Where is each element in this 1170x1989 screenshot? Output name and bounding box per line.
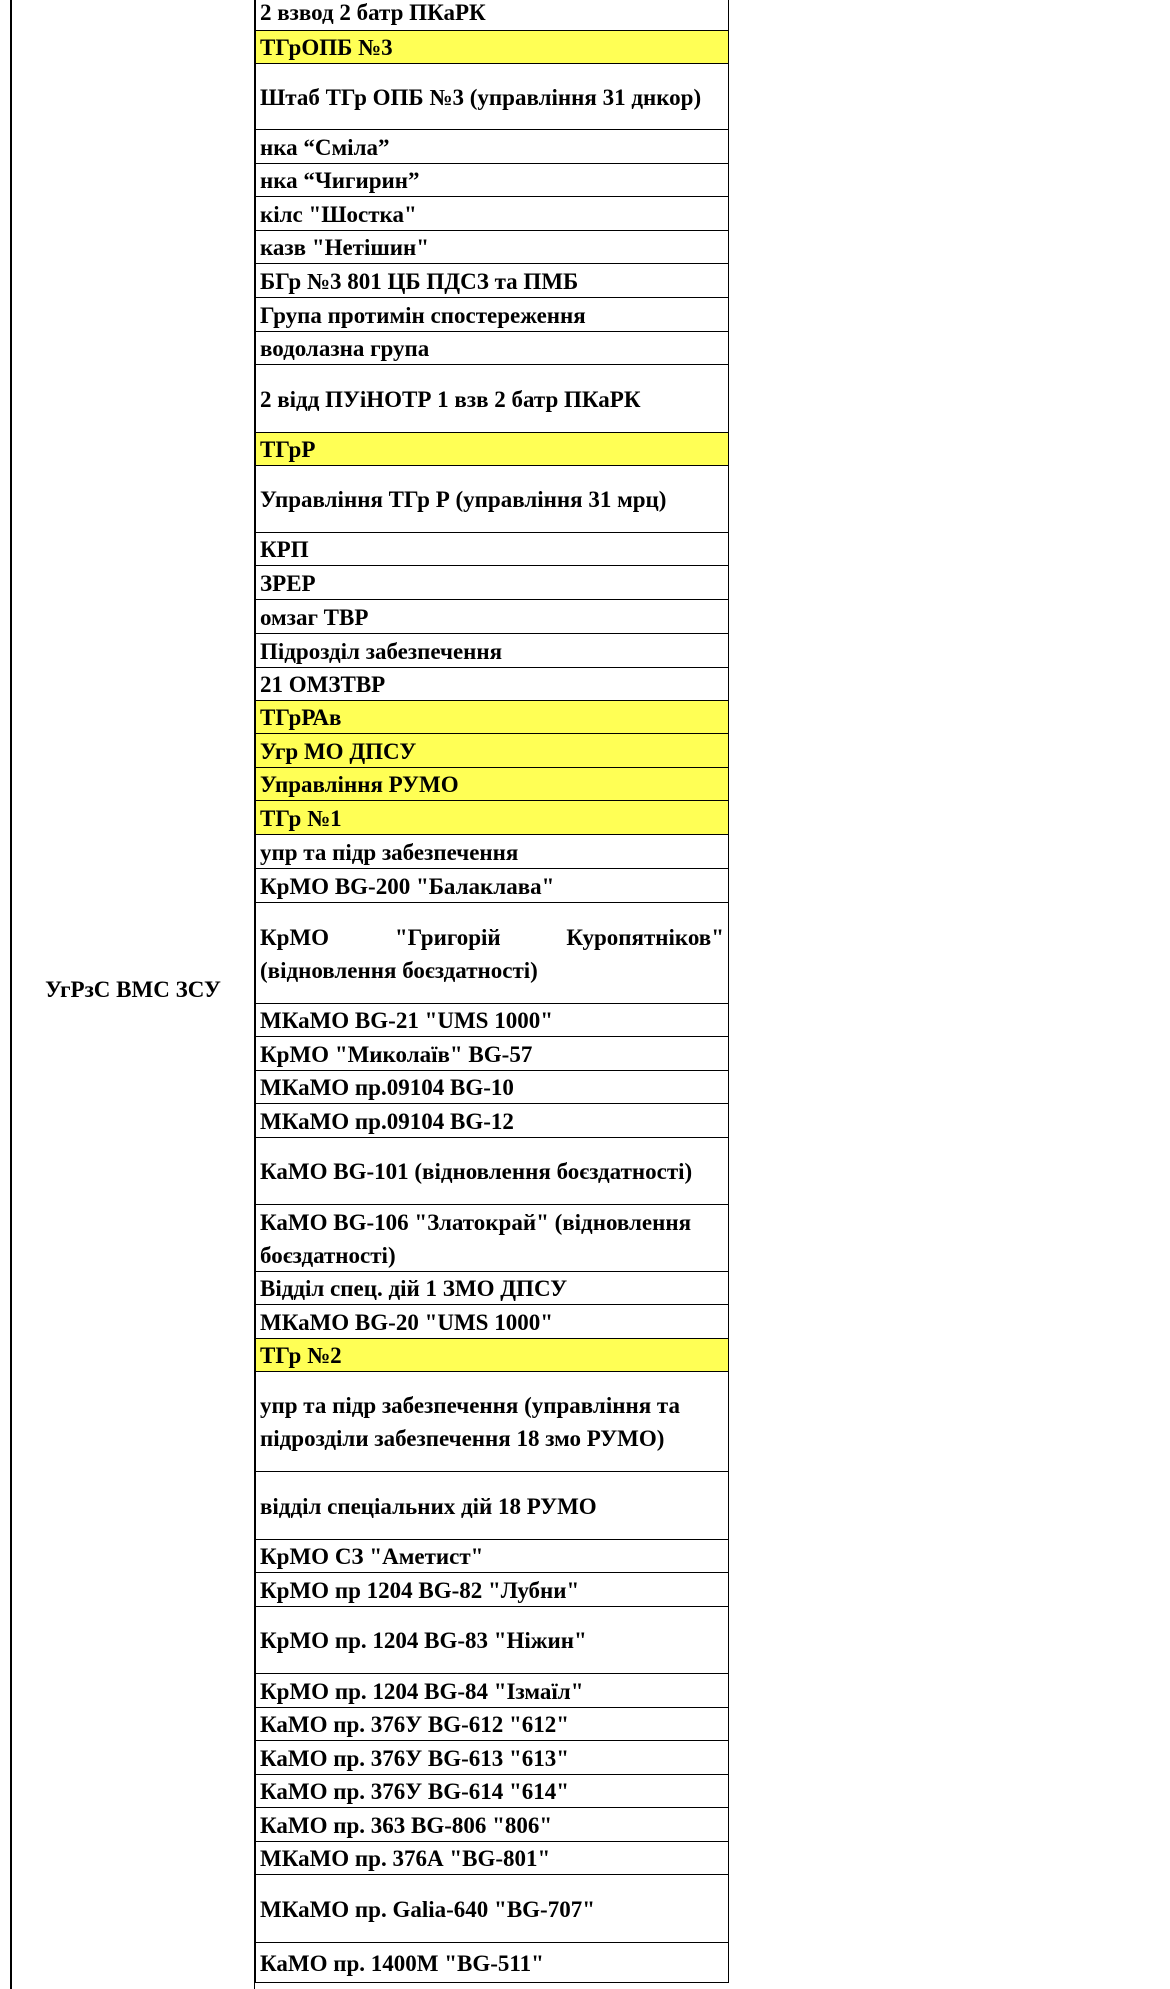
cell-text: КаМО пр. 376У BG-612 "612" [260, 1712, 570, 1737]
table-row[interactable] [255, 365, 729, 433]
group-header-row[interactable] [255, 433, 729, 466]
table-row[interactable] [255, 1741, 729, 1775]
table-row[interactable] [255, 1943, 729, 1983]
table-row[interactable] [255, 197, 729, 231]
table-row[interactable] [255, 1138, 729, 1205]
cell-text: Управління ТГр Р (управління 31 мрц) [260, 487, 667, 512]
table-row[interactable] [255, 1272, 729, 1305]
cell-text: упр та підр забезпечення [260, 839, 519, 865]
table-row[interactable] [255, 600, 729, 634]
cell-text: КаМО BG-106 "Златокрай" (відновлення боєздатності) [260, 1209, 692, 1268]
cell-text: Штаб ТГр ОПБ №3 (управління 31 днкор) [260, 84, 702, 110]
table-row[interactable] [255, 903, 729, 1004]
cell-text: КрМО BG-200 "Балаклава" [260, 873, 555, 899]
cell-text: МКаМО пр.09104 BG-12 [260, 1108, 514, 1134]
cell-text: МКаМО пр.09104 BG-10 [260, 1075, 514, 1100]
group-header-row[interactable] [255, 801, 729, 835]
table-row[interactable] [255, 1004, 729, 1037]
table-row[interactable] [255, 1104, 729, 1138]
cell-text: омзаг ТВР [260, 604, 369, 630]
table-row[interactable] [255, 1205, 729, 1272]
group-header-row[interactable] [255, 734, 729, 768]
table-row[interactable] [255, 1573, 729, 1607]
cell-text: БГр №3 801 ЦБ ПДСЗ та ПМБ [260, 268, 579, 294]
cell-text: ЗРЕР [260, 570, 316, 596]
table-row[interactable] [255, 164, 729, 197]
cell-text: КрМО СЗ "Аметист" [260, 1544, 484, 1569]
unit-rows [255, 0, 729, 1983]
cell-text: Угр МО ДПСУ [260, 738, 417, 764]
cell-text: Управління РУМО [260, 772, 459, 797]
cell-text: Підрозділ забезпечення [260, 638, 503, 664]
cell-text: ТГр №1 [260, 805, 342, 831]
cell-text: відділ спеціальних дій 18 РУМО [260, 1493, 597, 1519]
table-row[interactable] [255, 332, 729, 365]
table-row[interactable] [255, 0, 729, 31]
table-row[interactable] [255, 668, 729, 701]
table-row[interactable] [255, 231, 729, 264]
cell-text: водолазна група [260, 336, 430, 361]
group-header-row[interactable] [255, 31, 729, 64]
table-row[interactable] [255, 533, 729, 566]
cell-text: Група протимін спостереження [260, 302, 586, 328]
spreadsheet-table [10, 0, 729, 1989]
cell-text: 2 відд ПУіНОТР 1 взв 2 батр ПКаРК [260, 386, 641, 412]
table-row[interactable] [255, 1372, 729, 1472]
merged-unit-cell[interactable] [10, 0, 255, 1989]
cell-text: КРП [260, 537, 309, 562]
table-row[interactable] [255, 634, 729, 668]
table-row[interactable] [255, 1540, 729, 1573]
table-row[interactable] [255, 1674, 729, 1708]
table-row[interactable] [255, 1875, 729, 1943]
table-row[interactable] [255, 869, 729, 903]
cell-text: нка “Чигирин” [260, 168, 420, 193]
table-row[interactable] [255, 1305, 729, 1339]
cell-text: КрМО пр. 1204 BG-83 "Ніжин" [260, 1628, 587, 1653]
cell-text: КаМО пр. 376У BG-613 "613" [260, 1745, 570, 1771]
cell-text: нка “Сміла” [260, 134, 390, 160]
unit-label: УгРзС ВМС ЗСУ [45, 976, 221, 1002]
cell-text: МКаМО BG-20 "UMS 1000" [260, 1309, 553, 1335]
table-row[interactable] [255, 1775, 729, 1808]
cell-text: казв "Нетішин" [260, 235, 430, 260]
cell-text: КаМО BG-101 (відновлення боєздатності) [260, 1159, 693, 1184]
cell-text: КаМО пр. 363 BG-806 "806" [260, 1812, 553, 1838]
table-row[interactable] [255, 1037, 729, 1071]
cell-text: упр та підр забезпечення (управління та підрозділи забезпечення 18 змо РУМО) [260, 1393, 680, 1451]
cell-text: 2 взвод 2 батр ПКаРК [260, 0, 486, 25]
table-row[interactable] [255, 835, 729, 869]
cell-text: МКаМО пр. Galia-640 "BG-707" [260, 1896, 595, 1922]
cell-text: КаМО пр. 376У BG-614 "614" [260, 1779, 570, 1804]
table-row[interactable] [255, 1607, 729, 1674]
cell-text: ТГр №2 [260, 1343, 342, 1368]
cell-text: МКаМО пр. 376А "BG-801" [260, 1846, 551, 1871]
cell-text: 21 ОМЗТВР [260, 672, 386, 697]
cell-text: КрМО "Григорій Куропятніков" (відновлення боєздатності) [260, 924, 724, 983]
table-row[interactable] [255, 1842, 729, 1875]
table-row[interactable] [255, 1808, 729, 1842]
cell-text: ТГрОПБ №3 [260, 35, 393, 60]
table-row[interactable] [255, 264, 729, 298]
cell-text: КрМО пр 1204 BG-82 "Лубни" [260, 1577, 580, 1603]
cell-text: КрМО "Миколаїв" BG-57 [260, 1041, 533, 1067]
table-row[interactable] [255, 130, 729, 164]
table-row[interactable] [255, 466, 729, 533]
group-header-row[interactable] [255, 768, 729, 801]
cell-text: КрМО пр. 1204 BG-84 "Ізмаїл" [260, 1678, 584, 1704]
table-row[interactable] [255, 1071, 729, 1104]
cell-text: ТГрРАв [260, 705, 342, 730]
table-row[interactable] [255, 298, 729, 332]
table-row[interactable] [255, 1708, 729, 1741]
table-row[interactable] [255, 566, 729, 600]
table-row[interactable] [255, 1472, 729, 1540]
cell-text: Відділ спец. дій 1 ЗМО ДПСУ [260, 1276, 568, 1301]
group-header-row[interactable] [255, 701, 729, 734]
group-header-row[interactable] [255, 1339, 729, 1372]
cell-text: ТГрР [260, 437, 316, 462]
cell-text: МКаМО BG-21 "UMS 1000" [260, 1008, 553, 1033]
cell-text: кілс "Шостка" [260, 201, 417, 227]
table-row[interactable] [255, 64, 729, 130]
cell-text: КаМО пр. 1400М "BG-511" [260, 1950, 544, 1976]
